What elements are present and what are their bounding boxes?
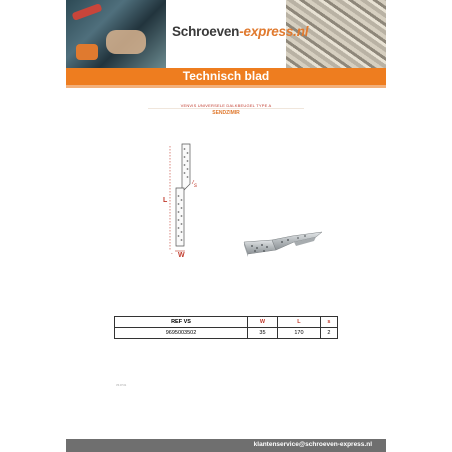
- header-banner: [66, 0, 386, 68]
- tools-photo: [66, 0, 166, 68]
- cell-s: 2: [320, 328, 337, 339]
- cell-ref: 9695003502: [115, 328, 248, 339]
- logo-text-main: Schroeven: [172, 24, 240, 39]
- product-photo: [242, 228, 324, 262]
- cell-w: 35: [248, 328, 278, 339]
- brand-logo[interactable]: [172, 24, 308, 39]
- product-description: VENVIS UNIVERSELE DALKBEUGEL TYPE A: [180, 103, 272, 108]
- technical-sheet-page: [66, 0, 386, 452]
- product-finish: SENDZIMIR: [212, 110, 240, 116]
- col-header-l: L: [277, 317, 320, 328]
- footer-email-link[interactable]: klantenservice@schroeven-express.nl: [253, 441, 372, 448]
- col-header-w: W: [248, 317, 278, 328]
- table-row: [115, 328, 338, 339]
- spec-table: [114, 316, 338, 339]
- title-bar: [66, 68, 386, 85]
- document-code: VS 07.01: [116, 384, 127, 387]
- cell-l: 170: [277, 328, 320, 339]
- width-label: W: [178, 252, 185, 259]
- col-header-ref: REF VS: [115, 317, 248, 328]
- col-header-s: s: [320, 317, 337, 328]
- thickness-label: s: [194, 183, 197, 189]
- svg-text:-: -: [171, 251, 173, 257]
- footer-bar: [66, 439, 386, 452]
- divider: [148, 108, 304, 109]
- table-header-row: [115, 317, 338, 328]
- length-label: L: [163, 197, 168, 204]
- page-title: Technisch blad: [182, 69, 270, 83]
- technical-drawing: [160, 140, 230, 260]
- logo-text-suffix: -express.nl: [239, 24, 309, 39]
- title-bar-shadow: [66, 85, 386, 88]
